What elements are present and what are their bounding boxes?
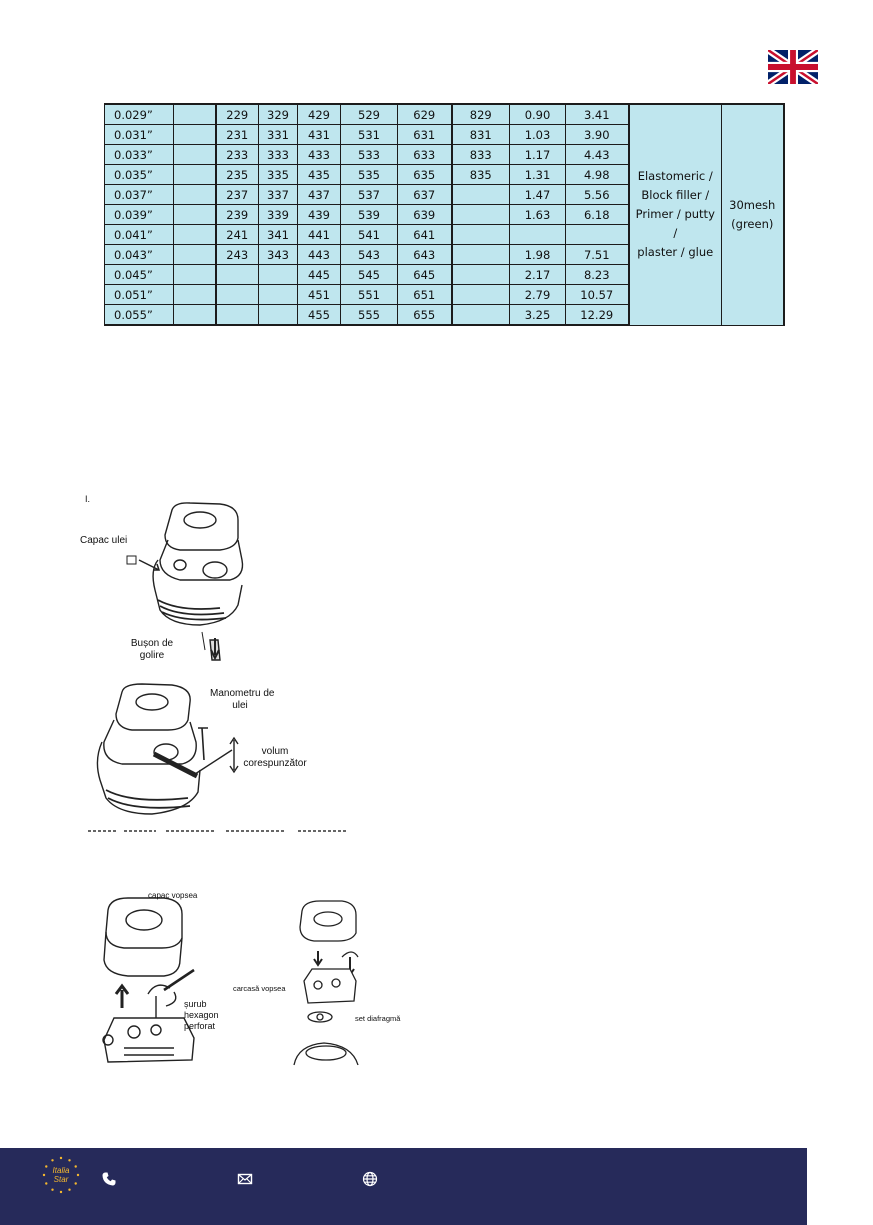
phone-icon[interactable] <box>101 1171 117 1187</box>
hex-screw-label-line3: perforat <box>184 1020 216 1031</box>
cell-code-5xx: 541 <box>341 225 398 245</box>
cell-code-5xx: 543 <box>341 245 398 265</box>
cell-flow-rate: 1.98 <box>510 245 566 265</box>
cell-flow-rate-2: 4.43 <box>566 145 629 165</box>
cell-flow-rate-2: 7.51 <box>566 245 629 265</box>
cell-blank <box>174 305 216 326</box>
cell-flow-rate-2: 6.18 <box>566 205 629 225</box>
globe-icon[interactable] <box>362 1171 378 1187</box>
cell-code-5xx: 551 <box>341 285 398 305</box>
cell-nozzle-size: 0.043” <box>105 245 174 265</box>
logo-star <box>75 1165 77 1167</box>
cell-code-8xx: 833 <box>452 145 510 165</box>
oil-gauge-label-line2: ulei <box>232 700 248 711</box>
cell-code-8xx <box>452 265 510 285</box>
cell-nozzle-size: 0.029” <box>105 104 174 125</box>
cell-flow-rate <box>510 225 566 245</box>
volume-label <box>238 746 312 770</box>
filter-mesh-line: (green) <box>731 216 774 231</box>
volume-label-line1: volum <box>261 746 289 757</box>
cell-code-5xx: 537 <box>341 185 398 205</box>
filter-mesh-line: 30mesh <box>729 197 776 212</box>
cell-code-2xx <box>216 265 259 285</box>
cell-code-5xx: 539 <box>341 205 398 225</box>
cell-code-6xx: 643 <box>398 245 452 265</box>
cell-code-6xx: 651 <box>398 285 452 305</box>
logo-star <box>51 1159 53 1161</box>
paint-housing-illustration <box>284 895 384 1075</box>
cell-code-4xx: 443 <box>298 245 341 265</box>
cell-blank <box>174 185 216 205</box>
drain-plug-label-line1: Bușon de <box>130 638 174 649</box>
cell-flow-rate: 1.63 <box>510 205 566 225</box>
cell-code-2xx: 241 <box>216 225 259 245</box>
cell-nozzle-size: 0.051” <box>105 285 174 305</box>
logo-star <box>45 1182 47 1184</box>
cell-code-3xx: 341 <box>259 225 298 245</box>
cell-code-4xx: 431 <box>298 125 341 145</box>
cell-flow-rate-2: 10.57 <box>566 285 629 305</box>
cell-blank <box>174 225 216 245</box>
cell-code-3xx: 343 <box>259 245 298 265</box>
figure-caption-fragment <box>86 828 356 834</box>
drain-plug-label-line2: golire <box>139 650 165 661</box>
cell-code-5xx: 555 <box>341 305 398 326</box>
material-type-line: Primer / putty / <box>635 207 715 241</box>
cell-code-4xx: 437 <box>298 185 341 205</box>
hex-screw-label-line2: hexagon <box>184 1009 219 1020</box>
cell-code-2xx: 235 <box>216 165 259 185</box>
cell-blank <box>174 104 216 125</box>
material-type-cell <box>629 104 722 325</box>
cell-code-8xx: 835 <box>452 165 510 185</box>
cell-blank <box>174 165 216 185</box>
hex-screw-label-line1: șurub <box>184 999 207 1009</box>
cell-flow-rate: 1.47 <box>510 185 566 205</box>
cell-code-8xx <box>452 305 510 326</box>
cell-code-3xx <box>259 285 298 305</box>
logo-text-line1: Italia <box>52 1166 70 1175</box>
cell-code-3xx: 337 <box>259 185 298 205</box>
cell-flow-rate-2 <box>566 225 629 245</box>
material-type-line: Block filler / <box>641 188 710 203</box>
cell-blank <box>174 145 216 165</box>
cell-code-8xx: 831 <box>452 125 510 145</box>
cell-flow-rate: 2.17 <box>510 265 566 285</box>
cell-blank <box>174 285 216 305</box>
cell-code-8xx: 829 <box>452 104 510 125</box>
drain-plug-label <box>128 638 176 662</box>
cell-code-8xx <box>452 245 510 265</box>
cell-flow-rate-2: 5.56 <box>566 185 629 205</box>
cell-code-5xx: 529 <box>341 104 398 125</box>
cell-code-8xx <box>452 285 510 305</box>
cell-flow-rate: 1.17 <box>510 145 566 165</box>
cell-blank <box>174 205 216 225</box>
cell-nozzle-size: 0.041” <box>105 225 174 245</box>
cell-code-2xx <box>216 285 259 305</box>
cell-code-4xx: 433 <box>298 145 341 165</box>
cell-code-4xx: 429 <box>298 104 341 125</box>
oil-gauge-label <box>210 688 275 712</box>
cell-code-5xx: 545 <box>341 265 398 285</box>
cell-blank <box>174 265 216 285</box>
logo-star <box>68 1189 70 1191</box>
uk-flag-icon <box>768 50 818 84</box>
cell-code-4xx: 445 <box>298 265 341 285</box>
oil-gauge-label-line1: Manometru de <box>210 688 275 699</box>
filter-mesh-cell <box>722 104 784 325</box>
cell-flow-rate-2: 8.23 <box>566 265 629 285</box>
logo-star <box>77 1174 79 1176</box>
cell-flow-rate: 0.90 <box>510 104 566 125</box>
cell-code-6xx: 641 <box>398 225 452 245</box>
figure-marker: I. <box>85 494 91 504</box>
logo-star <box>51 1189 53 1191</box>
cell-code-8xx <box>452 185 510 205</box>
logo-star <box>45 1165 47 1167</box>
cell-code-3xx <box>259 305 298 326</box>
cell-flow-rate-2: 3.90 <box>566 125 629 145</box>
cell-flow-rate-2: 4.98 <box>566 165 629 185</box>
table-row <box>105 104 784 125</box>
paint-housing-label: carcasă vopsea <box>233 984 286 993</box>
hex-screw-label <box>184 999 219 1031</box>
logo-star <box>60 1157 62 1159</box>
cell-code-4xx: 435 <box>298 165 341 185</box>
cell-flow-rate-2: 12.29 <box>566 305 629 326</box>
cell-nozzle-size: 0.055” <box>105 305 174 326</box>
footer-bar <box>0 1148 807 1225</box>
cell-code-2xx: 239 <box>216 205 259 225</box>
cell-nozzle-size: 0.037” <box>105 185 174 205</box>
cell-code-5xx: 531 <box>341 125 398 145</box>
cell-code-6xx: 639 <box>398 205 452 225</box>
cell-code-6xx: 655 <box>398 305 452 326</box>
cell-nozzle-size: 0.033” <box>105 145 174 165</box>
nozzle-size-table <box>104 103 785 326</box>
cell-flow-rate: 1.03 <box>510 125 566 145</box>
cell-flow-rate: 1.31 <box>510 165 566 185</box>
cell-code-6xx: 629 <box>398 104 452 125</box>
cell-code-2xx: 229 <box>216 104 259 125</box>
cell-code-2xx <box>216 305 259 326</box>
cell-code-2xx: 243 <box>216 245 259 265</box>
cell-code-3xx: 339 <box>259 205 298 225</box>
cell-code-4xx: 455 <box>298 305 341 326</box>
logo-star <box>43 1174 45 1176</box>
oil-cap-arrow-icon <box>125 552 165 577</box>
cell-code-5xx: 535 <box>341 165 398 185</box>
logo-text-line2: Star <box>53 1175 69 1184</box>
cell-code-4xx: 451 <box>298 285 341 305</box>
cell-code-6xx: 637 <box>398 185 452 205</box>
cell-code-8xx <box>452 205 510 225</box>
cell-code-3xx <box>259 265 298 285</box>
cell-code-3xx: 329 <box>259 104 298 125</box>
cell-code-3xx: 335 <box>259 165 298 185</box>
cell-nozzle-size: 0.035” <box>105 165 174 185</box>
logo-star <box>75 1182 77 1184</box>
cell-code-6xx: 633 <box>398 145 452 165</box>
cell-code-5xx: 533 <box>341 145 398 165</box>
diaphragm-label: set diafragmă <box>355 1014 401 1023</box>
italia-star-logo <box>42 1156 80 1194</box>
logo-star <box>60 1191 62 1193</box>
cell-code-2xx: 237 <box>216 185 259 205</box>
mail-icon[interactable] <box>237 1171 253 1187</box>
cell-flow-rate-2: 3.41 <box>566 104 629 125</box>
cell-blank <box>174 125 216 145</box>
cell-code-3xx: 331 <box>259 125 298 145</box>
cell-code-2xx: 233 <box>216 145 259 165</box>
logo-star <box>68 1159 70 1161</box>
material-type-line: Elastomeric / <box>637 169 713 184</box>
cell-blank <box>174 245 216 265</box>
cell-code-6xx: 645 <box>398 265 452 285</box>
cell-code-3xx: 333 <box>259 145 298 165</box>
cell-code-6xx: 631 <box>398 125 452 145</box>
oil-cap-label: Capac ulei <box>80 535 128 546</box>
paint-cap-label: capac vopsea <box>148 891 198 900</box>
cell-nozzle-size: 0.045” <box>105 265 174 285</box>
cell-nozzle-size: 0.031” <box>105 125 174 145</box>
cell-flow-rate: 3.25 <box>510 305 566 326</box>
cell-code-4xx: 441 <box>298 225 341 245</box>
cell-code-2xx: 231 <box>216 125 259 145</box>
paint-cap-illustration <box>94 890 224 1075</box>
volume-label-line2: corespunzător <box>243 758 307 769</box>
material-type-line: plaster / glue <box>637 245 714 260</box>
cell-code-6xx: 635 <box>398 165 452 185</box>
cell-code-4xx: 439 <box>298 205 341 225</box>
cell-nozzle-size: 0.039” <box>105 205 174 225</box>
cell-code-8xx <box>452 225 510 245</box>
cell-flow-rate: 2.79 <box>510 285 566 305</box>
